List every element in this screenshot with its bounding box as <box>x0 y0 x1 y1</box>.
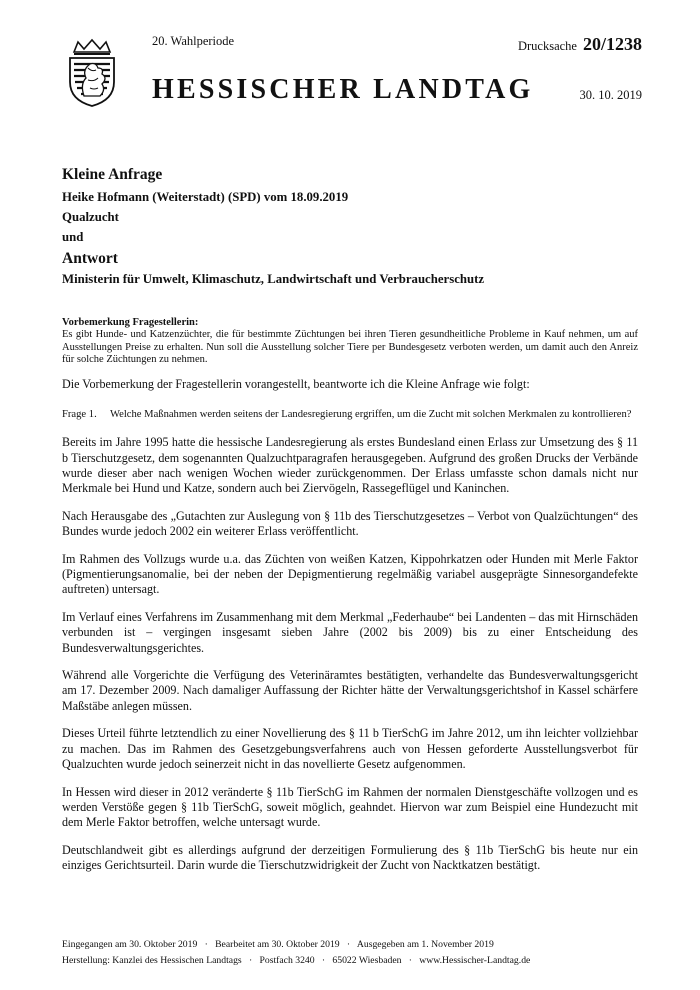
answer-paragraph: Deutschlandweit gibt es allerdings aufgrund der derzeitigen Formulierung des § 11b TierSchG bis heute nur ein einziges Gerichtsurteil. Darin wurde die Tierschutzwidrigkeit der Zucht von Nacktkatzen bestätigt. <box>62 842 638 873</box>
preliminary-text: Es gibt Hunde- und Katzenzüchter, die für bestimmte Züchtungen bei ihren Tieren gesundheitliche Probleme in Kauf nehmen, um auf Ausstellungen Preise zu erhalten. Nun soll die Ausstellung solcher Tiere per Bundesgesetz verboten werden, um damit auch den Anreiz für solche Züchtungen zu nehmen. <box>62 329 638 366</box>
footer <box>62 937 642 969</box>
answer-paragraph: In Hessen wird dieser in 2012 veränderte § 11b TierSchG im Rahmen der normalen Dienstgeschäfte vollzogen und es werden Verstöße gegen § 11b TierSchG, soweit möglich, geahndet. Hiervon war zum Beispiel eine Hundezucht mit dem Merle Faktor betroffen, welche untersagt wurde. <box>62 784 638 830</box>
answer-paragraph: Im Verlauf eines Verfahrens im Zusammenhang mit dem Merkmal „Federhaube“ bei Landenten – das mit Hirnschäden verbunden ist – vergingen insgesamt sieben Jahre (2002 bis 2009) bis zu einer Entscheidung des Bundesverwaltungsgerichtes. <box>62 609 638 655</box>
conjunction: und <box>62 230 84 244</box>
question <box>62 408 638 421</box>
answer-paragraph: Dieses Urteil führte letztendlich zu einer Novellierung des § 11 b TierSchG im Jahre 2012, um ihn leichter vollziehbar zu machen. Das im Rahmen des Gesetzgebungsverfahrens auch von Hessen geforderte Ausstellungsverbot für Qualzuchten wurde jedoch seinerzeit nicht in das novellierte Gesetz aufgenommen. <box>62 726 638 772</box>
drucksache-number: 20/1238 <box>582 34 642 54</box>
intro-paragraph: Die Vorbemerkung der Fragestellerin vorangestellt, beantworte ich die Kleine Anfrage wie folgt: <box>62 376 530 391</box>
author-line: Heike Hofmann (Weiterstadt) (SPD) vom 18.09.2019 <box>62 190 349 204</box>
ministry: Ministerin für Umwelt, Klimaschutz, Landwirtschaft und Verbraucherschutz <box>62 272 485 286</box>
parliament-title: HESSISCHER LANDTAG <box>152 74 534 105</box>
title-block <box>62 166 642 292</box>
question-label: Frage 1. <box>62 409 97 421</box>
legislative-period: 20. Wahlperiode <box>152 34 235 48</box>
document-body <box>62 316 638 886</box>
hesse-coat-of-arms-icon <box>64 38 120 108</box>
drucksache <box>518 34 642 55</box>
drucksache-label: Drucksache <box>517 39 577 53</box>
answer-paragraph: Im Rahmen des Vollzugs wurde u.a. das Züchten von weißen Katzen, Kippohrkatzen oder Hunden mit Merle Faktor (Pigmentierungsanomalie, bei der neben der Depigmentierung regelmäßig variabel ausgeprägte Sinnesorgandefekte auftreten) untersagt. <box>62 551 638 597</box>
subject: Qualzucht <box>62 210 119 224</box>
footer-publisher: Herstellung: Kanzlei des Hessischen Landtags · Postfach 3240 · 65022 Wiesbaden · www.Hessischer-Landtag.de <box>62 955 531 966</box>
footer-dates: Eingegangen am 30. Oktober 2019 · Bearbeitet am 30. Oktober 2019 · Ausgegeben am 1. November 2019 <box>62 939 494 950</box>
answer-paragraph: Bereits im Jahre 1995 hatte die hessische Landesregierung als erstes Bundesland einen Erlass zur Umsetzung des § 11 b Tierschutzgesetz, dem sogenannten Qualzuchtparagrafen herausgegeben. Aufgrund des großen Drucks der Verbände wurde dieser aber nach wenigen Wochen wieder zurückgenommen. Der Erlass umfasste schon damals nicht nur Merkmale bei Hund und Katze, sondern auch bei Ziervögeln, Rassegeflügel und Kaninchen. <box>62 435 638 496</box>
document-date: 30. 10. 2019 <box>579 88 642 102</box>
answer-paragraph: Nach Herausgabe des „Gutachten zur Auslegung von § 11b des Tierschutzgesetzes – Verbot von Qualzüchtungen“ des Bundes wurde jedoch 2002 ein weiterer Erlass veröffentlicht. <box>62 508 638 539</box>
inquiry-type: Kleine Anfrage <box>62 166 163 183</box>
question-text: Welche Maßnahmen werden seitens der Landesregierung ergriffen, um die Zucht mit solchen Merkmalen zu kontrollieren? <box>110 409 632 421</box>
answer-paragraph: Während alle Vorgerichte die Verfügung des Veterinäramtes bestätigten, verhandelte das Bundesverwaltungsgericht am 17. Dezember 2009. Nach damaliger Auffassung der Richter hätte der Verwaltungsgerichtshof in Kassel schärfere Maßstäbe anlegen müssen. <box>62 668 638 713</box>
answer-heading: Antwort <box>62 250 118 267</box>
preliminary-heading: Vorbemerkung Fragestellerin: <box>62 317 199 328</box>
